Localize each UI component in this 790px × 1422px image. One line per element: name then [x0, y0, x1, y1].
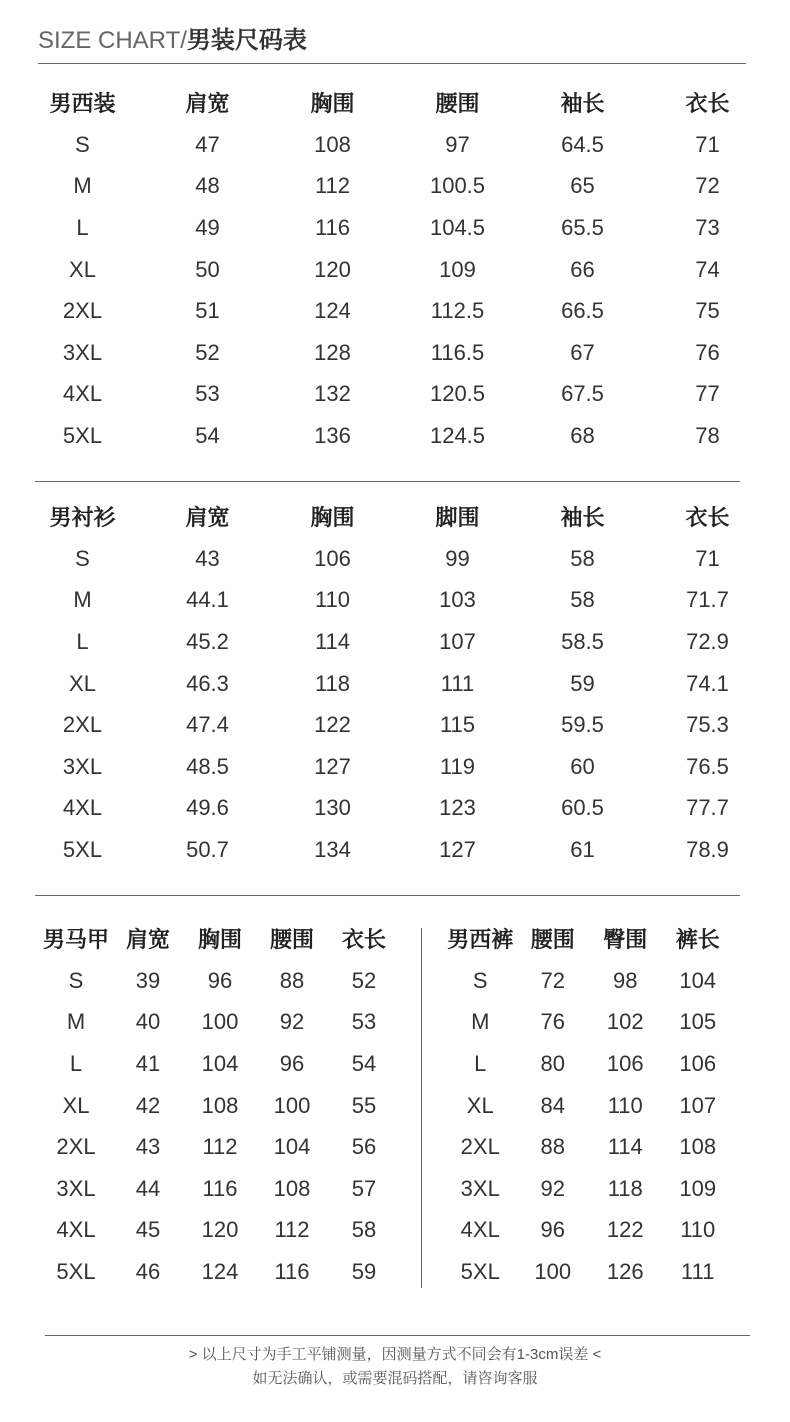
measurement-cell: 112	[274, 1217, 310, 1243]
measurement-cell: 65.5	[561, 214, 604, 240]
column-header: 袖长	[560, 504, 605, 530]
measurement-cell: 100	[534, 1258, 572, 1284]
measurement-cell: 97	[445, 131, 470, 157]
measurement-cell: 116	[314, 214, 351, 240]
size-label: S	[472, 967, 488, 993]
measurement-cell: 66.5	[561, 298, 604, 324]
size-label: 4XL	[460, 1217, 500, 1243]
measurement-cell: 74.1	[686, 670, 729, 696]
table-row	[20, 415, 770, 457]
measurement-cell: 100	[201, 1009, 239, 1035]
measurement-cell: 80	[540, 1050, 565, 1076]
measurement-cell: 61	[570, 836, 595, 862]
column-header: 袖长	[560, 90, 605, 116]
measurement-cell: 116.5	[430, 339, 485, 365]
measurement-cell: 105	[679, 1009, 717, 1035]
column-header: 肩宽	[185, 504, 230, 530]
table-row	[444, 1210, 734, 1252]
measurement-cell: 59.5	[561, 712, 604, 738]
measurement-cell: 127	[314, 753, 351, 779]
measurement-cell: 108	[201, 1092, 239, 1118]
measurement-cell: 84	[540, 1092, 565, 1118]
measurement-cell: 46	[135, 1258, 161, 1284]
column-header: 肩宽	[185, 90, 230, 116]
size-label: 2XL	[62, 298, 103, 324]
size-label: S	[75, 131, 90, 157]
measurement-cell: 76	[540, 1009, 565, 1035]
size-label: XL	[69, 670, 96, 696]
table-row	[20, 249, 770, 291]
column-header: 衣长	[685, 504, 730, 530]
vest-size-table	[40, 916, 400, 1293]
measurement-cell: 65	[570, 173, 595, 199]
measurement-cell: 108	[314, 131, 351, 157]
column-header: 胸围	[310, 90, 355, 116]
measurement-cell: 47	[195, 131, 220, 157]
measurement-cell: 53	[351, 1009, 377, 1035]
measurement-cell: 99	[445, 545, 470, 571]
column-header: 裤长	[675, 926, 720, 952]
measurement-cell: 44	[135, 1175, 161, 1201]
measurement-cell: 72.9	[686, 628, 729, 654]
measurement-cell: 115	[439, 712, 476, 738]
size-label: 4XL	[56, 1217, 96, 1243]
measurement-cell: 100	[273, 1092, 311, 1118]
measurement-cell: 107	[679, 1092, 717, 1118]
size-label: M	[66, 1009, 86, 1035]
suit-size-table	[20, 80, 770, 457]
measurement-cell: 108	[273, 1175, 311, 1201]
section-divider-1	[35, 481, 740, 482]
table-row	[444, 1043, 734, 1085]
title-divider	[38, 63, 746, 64]
measurement-cell: 128	[314, 339, 351, 365]
measurement-cell: 106	[314, 545, 351, 571]
measurement-cell: 120.5	[429, 381, 486, 407]
column-header: 臀围	[603, 926, 648, 952]
size-label: 2XL	[460, 1134, 500, 1160]
table-row	[20, 290, 770, 332]
size-label: L	[76, 628, 89, 654]
measurement-cell: 100.5	[429, 173, 486, 199]
measurement-cell: 77	[695, 381, 720, 407]
measurement-cell: 44.1	[186, 587, 229, 613]
table-row	[20, 538, 770, 580]
measurement-cell: 53	[195, 381, 220, 407]
size-label: L	[474, 1050, 487, 1076]
table-row	[444, 1168, 734, 1210]
measurement-cell: 54	[351, 1050, 377, 1076]
measurement-note: > 以上尺寸为手工平铺测量，因测量方式不同会有1-3cm误差 <	[188, 1346, 602, 1363]
size-label: 3XL	[62, 339, 103, 365]
table-row	[40, 1168, 400, 1210]
measurement-cell: 48.5	[186, 753, 229, 779]
size-label: XL	[62, 1092, 90, 1118]
column-header: 胸围	[310, 504, 355, 530]
measurement-cell: 109	[679, 1175, 717, 1201]
table-row	[444, 1126, 734, 1168]
measurement-cell: 108	[679, 1134, 717, 1160]
size-label: 2XL	[56, 1134, 96, 1160]
measurement-cell: 116	[202, 1175, 238, 1201]
page-title	[38, 20, 307, 55]
size-label: L	[76, 214, 89, 240]
measurement-cell: 132	[314, 381, 351, 407]
measurement-cell: 40	[135, 1009, 161, 1035]
measurement-cell: 51	[195, 298, 220, 324]
size-label: M	[73, 587, 92, 613]
table-row	[40, 1043, 400, 1085]
size-label: 4XL	[62, 795, 103, 821]
measurement-cell: 120	[314, 256, 351, 282]
measurement-cell: 112.5	[430, 298, 485, 324]
size-label: 5XL	[56, 1258, 96, 1284]
measurement-cell: 67	[570, 339, 595, 365]
measurement-cell: 50	[195, 256, 220, 282]
size-label: 3XL	[460, 1175, 500, 1201]
header-row	[20, 494, 770, 538]
measurement-cell: 110	[680, 1217, 716, 1243]
measurement-cell: 88	[279, 967, 305, 993]
measurement-cell: 66	[570, 256, 595, 282]
measurement-cell: 73	[695, 214, 720, 240]
table-row	[20, 374, 770, 416]
column-header: 男衬衫	[49, 504, 116, 530]
measurement-cell: 110	[314, 587, 351, 613]
measurement-cell: 49.6	[186, 795, 229, 821]
table-row	[20, 704, 770, 746]
table-row	[40, 1251, 400, 1293]
measurement-cell: 74	[695, 256, 720, 282]
measurement-cell: 124.5	[429, 422, 486, 448]
measurement-cell: 71	[695, 131, 720, 157]
column-header: 脚围	[435, 504, 480, 530]
size-label: M	[471, 1009, 490, 1035]
measurement-cell: 75	[695, 298, 720, 324]
column-header: 肩宽	[125, 926, 170, 952]
size-label: 4XL	[62, 381, 103, 407]
section-divider-2	[35, 895, 740, 896]
table-row	[20, 746, 770, 788]
measurement-cell: 104	[273, 1134, 311, 1160]
measurement-cell: 75.3	[686, 712, 729, 738]
measurement-cell: 68	[570, 422, 595, 448]
measurement-cell: 57	[351, 1175, 377, 1201]
table-row	[20, 788, 770, 830]
size-label: XL	[466, 1092, 494, 1118]
measurement-cell: 76.5	[686, 753, 729, 779]
measurement-cell: 60.5	[561, 795, 604, 821]
measurement-cell: 104.5	[429, 214, 486, 240]
size-label: M	[73, 173, 92, 199]
measurement-cell: 88	[540, 1134, 565, 1160]
measurement-cell: 134	[314, 836, 351, 862]
measurement-cell: 107	[439, 628, 476, 654]
footer-divider	[45, 1335, 750, 1336]
measurement-cell: 58	[351, 1217, 377, 1243]
measurement-cell: 104	[679, 967, 717, 993]
measurement-cell: 50.7	[186, 836, 229, 862]
column-header: 胸围	[197, 926, 242, 952]
measurement-cell: 78	[695, 422, 720, 448]
table-row	[40, 1085, 400, 1127]
measurement-cell: 96	[207, 967, 233, 993]
table-row	[20, 124, 770, 166]
column-header: 衣长	[341, 926, 386, 952]
size-label: 2XL	[62, 712, 103, 738]
size-label: S	[68, 967, 84, 993]
measurement-cell: 72	[540, 967, 565, 993]
table-row	[20, 621, 770, 663]
table-row	[40, 960, 400, 1002]
measurement-cell: 71.7	[686, 587, 729, 613]
size-label: 3XL	[56, 1175, 96, 1201]
title-english: SIZE CHART/	[38, 27, 187, 54]
table-row	[20, 663, 770, 705]
column-header: 腰围	[269, 926, 314, 952]
measurement-cell: 112	[314, 173, 351, 199]
measurement-cell: 96	[279, 1050, 305, 1076]
measurement-cell: 111	[681, 1258, 715, 1284]
table-row	[20, 580, 770, 622]
measurement-cell: 39	[135, 967, 161, 993]
pants-size-table	[444, 916, 734, 1293]
measurement-cell: 45	[135, 1217, 161, 1243]
size-label: 5XL	[62, 422, 103, 448]
table-row	[444, 1085, 734, 1127]
measurement-cell: 127	[439, 836, 476, 862]
measurement-cell: 124	[314, 298, 351, 324]
size-label: S	[75, 545, 90, 571]
table-row	[40, 1126, 400, 1168]
measurement-cell: 49	[195, 214, 220, 240]
measurement-cell: 124	[201, 1258, 239, 1284]
measurement-cell: 55	[351, 1092, 377, 1118]
measurement-cell: 43	[195, 545, 220, 571]
measurement-cell: 52	[195, 339, 220, 365]
measurement-cell: 111	[440, 670, 475, 696]
measurement-cell: 120	[201, 1217, 239, 1243]
measurement-cell: 122	[606, 1217, 644, 1243]
shirt-size-table	[20, 494, 770, 871]
column-header: 男马甲	[42, 926, 109, 952]
column-header: 腰围	[530, 926, 575, 952]
measurement-cell: 78.9	[686, 836, 729, 862]
size-label: 5XL	[460, 1258, 500, 1284]
measurement-cell: 58	[570, 545, 595, 571]
measurement-cell: 56	[351, 1134, 377, 1160]
measurement-cell: 109	[439, 256, 476, 282]
measurement-cell: 130	[314, 795, 351, 821]
table-row	[20, 332, 770, 374]
measurement-cell: 41	[135, 1050, 161, 1076]
measurement-cell: 67.5	[561, 381, 604, 407]
table-row	[444, 1251, 734, 1293]
table-row	[20, 166, 770, 208]
measurement-cell: 59	[570, 670, 595, 696]
header-row	[444, 916, 734, 960]
column-header: 腰围	[435, 90, 480, 116]
measurement-cell: 59	[351, 1258, 377, 1284]
table-row	[20, 207, 770, 249]
measurement-cell: 58	[570, 587, 595, 613]
measurement-cell: 114	[314, 628, 351, 654]
measurement-cell: 119	[439, 753, 476, 779]
measurement-cell: 76	[695, 339, 720, 365]
table-row	[40, 1210, 400, 1252]
measurement-cell: 43	[135, 1134, 161, 1160]
header-row	[40, 916, 400, 960]
measurement-cell: 106	[606, 1050, 644, 1076]
vest-pants-divider	[421, 928, 422, 1288]
header-row	[20, 80, 770, 124]
measurement-cell: 54	[195, 422, 220, 448]
measurement-cell: 92	[540, 1175, 565, 1201]
measurement-cell: 48	[195, 173, 220, 199]
measurement-cell: 122	[314, 712, 351, 738]
measurement-cell: 110	[607, 1092, 643, 1118]
measurement-cell: 58.5	[561, 628, 604, 654]
measurement-cell: 103	[439, 587, 476, 613]
measurement-cell: 96	[540, 1217, 565, 1243]
column-header: 男西装	[49, 90, 116, 116]
table-row	[40, 1002, 400, 1044]
measurement-cell: 52	[351, 967, 377, 993]
measurement-cell: 64.5	[561, 131, 604, 157]
measurement-cell: 123	[439, 795, 476, 821]
column-header: 男西裤	[447, 926, 514, 952]
support-note: 如无法确认，或需要混码搭配，请咨询客服	[252, 1370, 538, 1387]
measurement-cell: 60	[570, 753, 595, 779]
measurement-cell: 106	[679, 1050, 717, 1076]
measurement-cell: 118	[607, 1175, 643, 1201]
measurement-cell: 47.4	[186, 712, 229, 738]
measurement-cell: 112	[202, 1134, 238, 1160]
size-label: L	[69, 1050, 83, 1076]
measurement-cell: 45.2	[186, 628, 229, 654]
measurement-cell: 118	[314, 670, 351, 696]
measurement-cell: 126	[606, 1258, 644, 1284]
measurement-cell: 46.3	[186, 670, 229, 696]
measurement-cell: 102	[606, 1009, 644, 1035]
measurement-cell: 77.7	[686, 795, 729, 821]
table-row	[444, 960, 734, 1002]
size-label: 5XL	[62, 836, 103, 862]
title-chinese: 男装尺码表	[186, 27, 307, 54]
table-row	[20, 829, 770, 871]
measurement-cell: 98	[613, 967, 638, 993]
measurement-cell: 72	[695, 173, 720, 199]
measurement-cell: 104	[201, 1050, 239, 1076]
measurement-cell: 71	[695, 545, 720, 571]
measurement-cell: 114	[607, 1134, 643, 1160]
measurement-cell: 116	[274, 1258, 310, 1284]
column-header: 衣长	[685, 90, 730, 116]
measurement-cell: 42	[135, 1092, 161, 1118]
measurement-cell: 92	[279, 1009, 305, 1035]
measurement-cell: 136	[314, 422, 351, 448]
size-label: XL	[69, 256, 96, 282]
size-label: 3XL	[62, 753, 103, 779]
table-row	[444, 1002, 734, 1044]
